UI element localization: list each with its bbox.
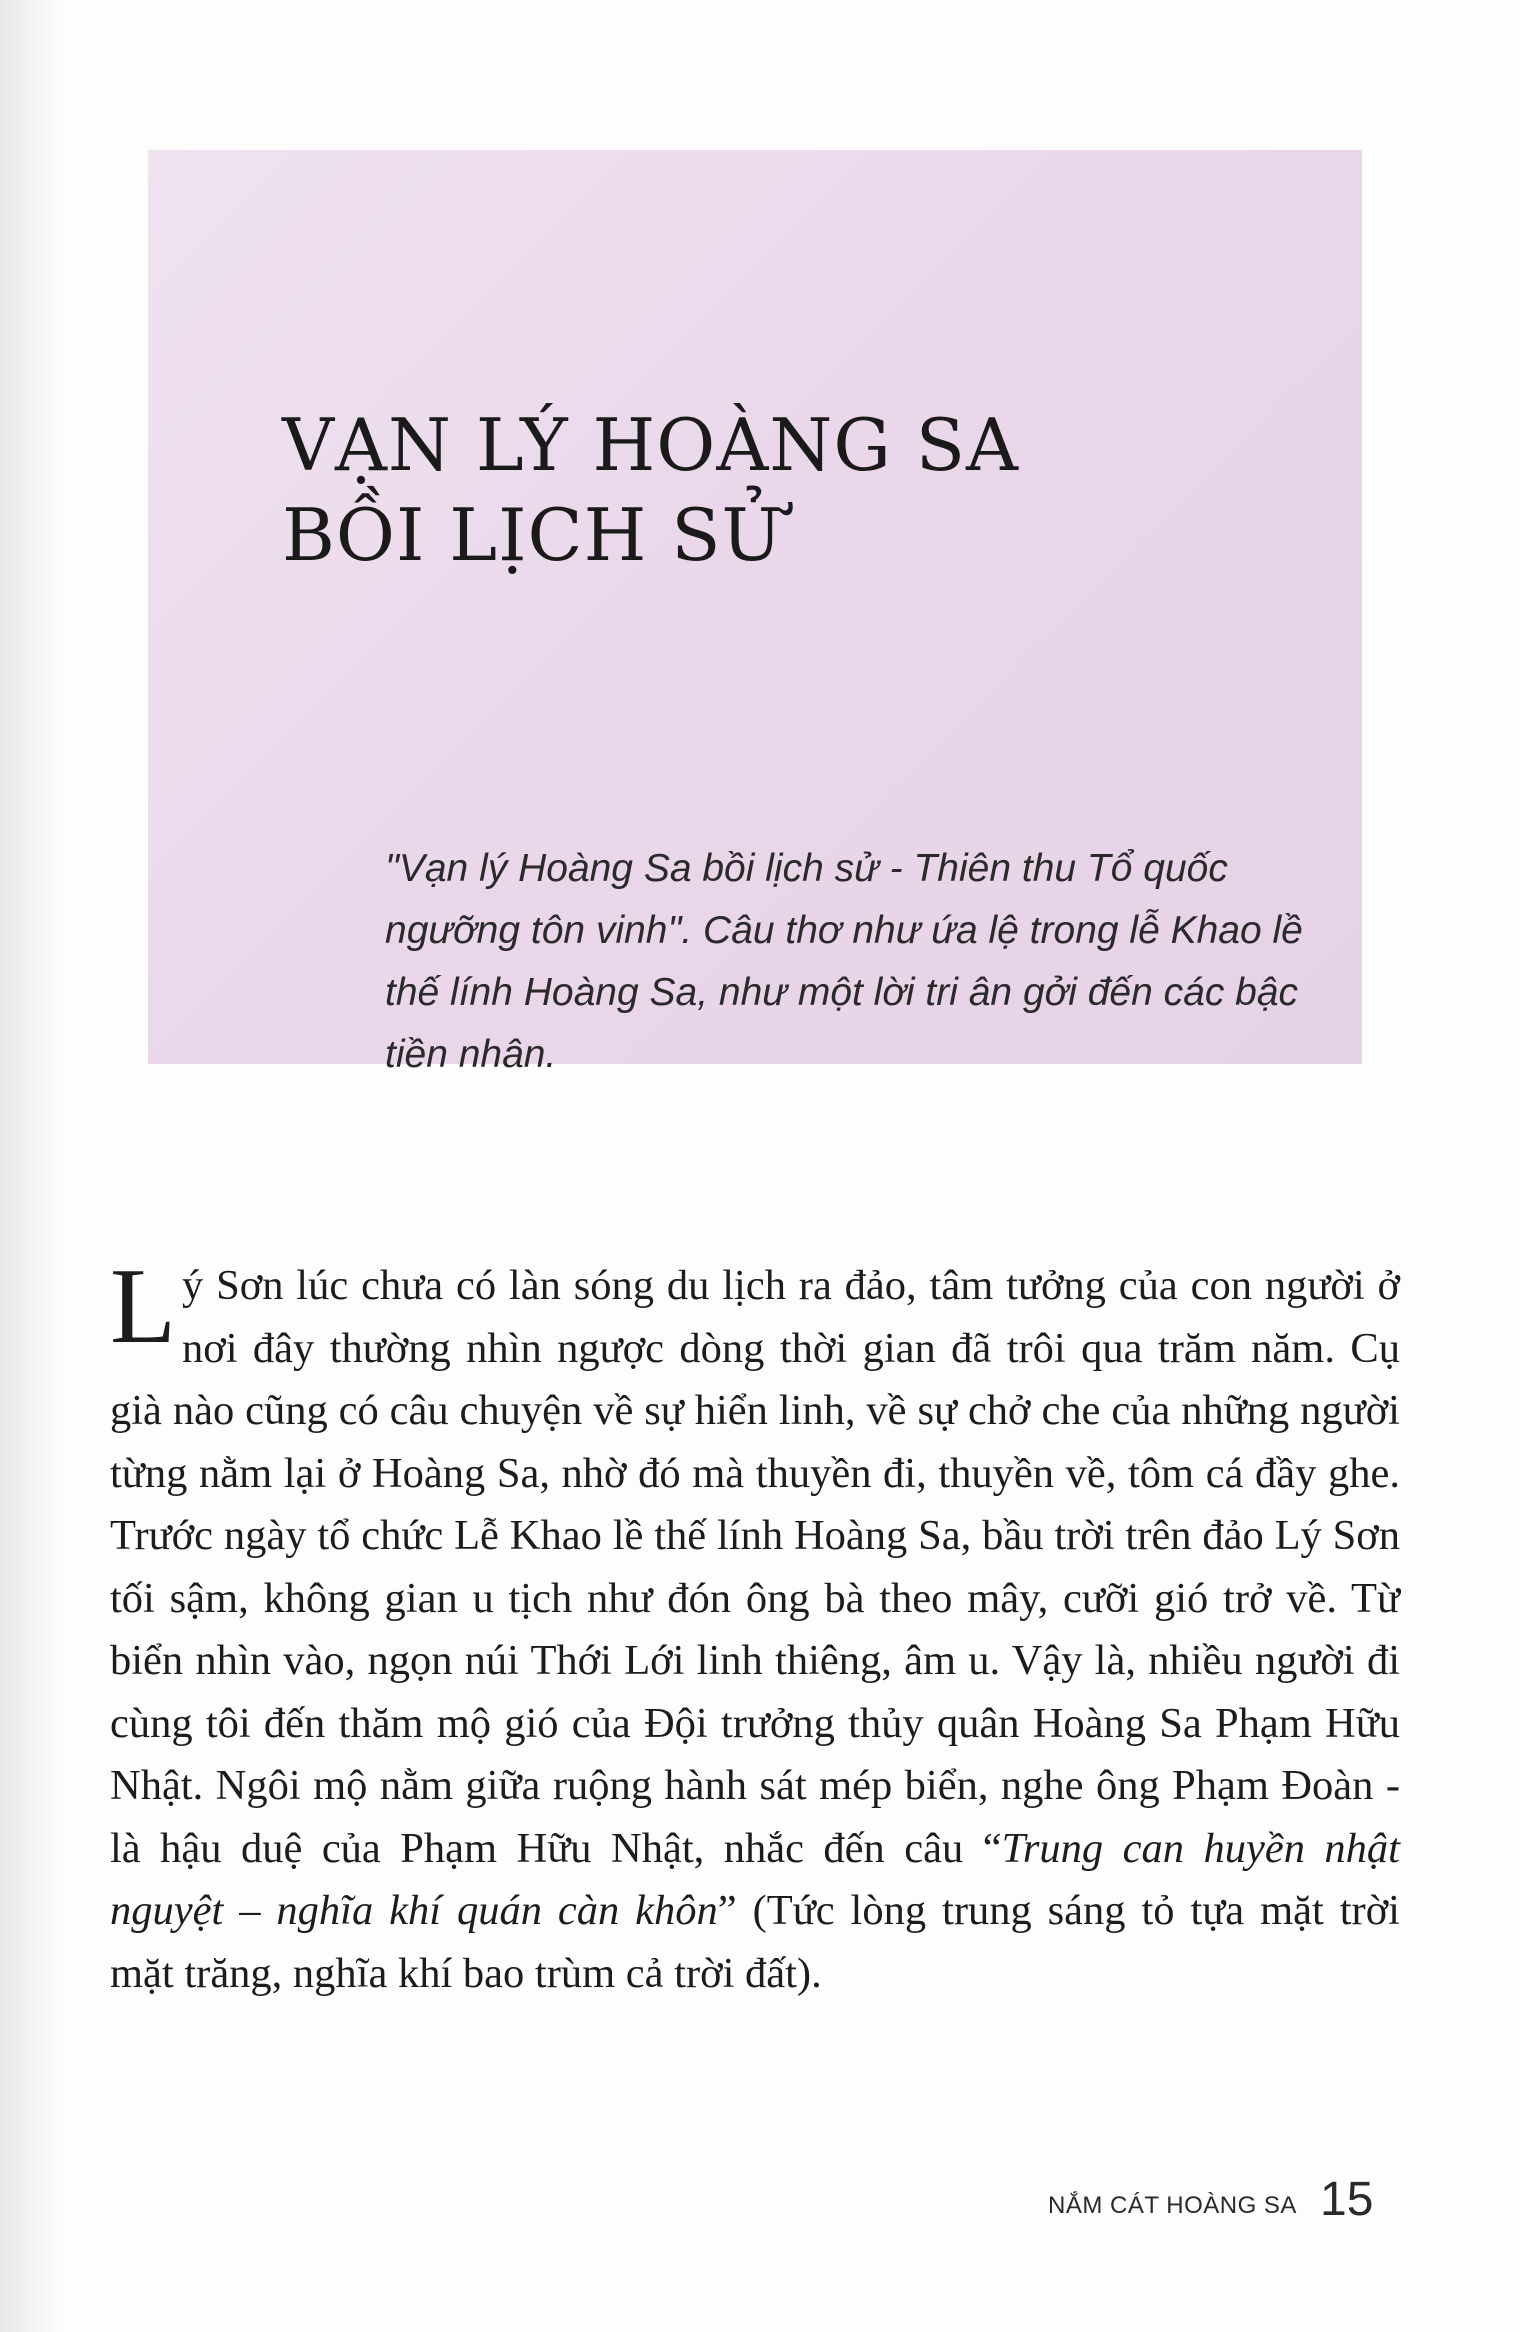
body-paragraph: [110, 1247, 1400, 2005]
body-quote-italic: Trung can huyền nhật nguyệt – nghĩa khí quán càn khôn: [110, 1824, 1400, 1934]
body-text-part-1: ý Sơn lúc chưa có làn sóng du lịch ra đảo, tâm tưởng của con người ở nơi đây thường nhìn ngược dòng thời gian đã trôi qua trăm năm. Cụ già nào cũng có câu chuyện về sự hiển linh, về sự chở che của những người từng nằm lại ở Hoàng Sa, nhờ đó mà thuyền đi, thuyền về, tôm cá đầy ghe. Trước ngày tổ chức Lễ Khao lề thế lính Hoàng Sa, bầu trời trên đảo Lý Sơn tối sậm, không gian u tịch như đón ông bà theo mây, cưỡi gió trở về. Từ biển nhìn vào, ngọn núi Thới Lới linh thiêng, âm u. Vậy là, nhiều người đi cùng tôi đến thăm mộ gió của Đội trưởng thủy quân Hoàng Sa Phạm Hữu Nhật. Ngôi mộ nằm giữa ruộng hành sát mép biển, nghe ông Phạm Đoàn - là hậu duệ của Phạm Hữu Nhật, nhắc đến câu “: [110, 1262, 1400, 1872]
body-text-part-2: ” (Tức lòng trung sáng tỏ tựa mặt trời mặt trăng, nghĩa khí bao trùm cả trời đất).: [110, 1887, 1400, 1997]
drop-cap: L: [110, 1247, 176, 1366]
page-gutter-shadow: [0, 0, 60, 2332]
page-number: 15: [1320, 2173, 1374, 2226]
chapter-title-line-1: VẠN LÝ HOÀNG SA: [282, 403, 1020, 487]
chapter-title: [282, 400, 1182, 580]
chapter-title-line-2: BỒI LỊCH SỬ: [282, 493, 784, 577]
running-footer-book-title: NẮM CÁT HOÀNG SA: [1048, 2192, 1297, 2219]
chapter-epigraph: "Vạn lý Hoàng Sa bồi lịch sử - Thiên thu Tổ quốc ngưỡng tôn vinh". Câu thơ như ứa lệ trong lễ Khao lề thế lính Hoàng Sa, như một lời tri ân gởi đến các bậc tiền nhân.: [385, 847, 1303, 1076]
